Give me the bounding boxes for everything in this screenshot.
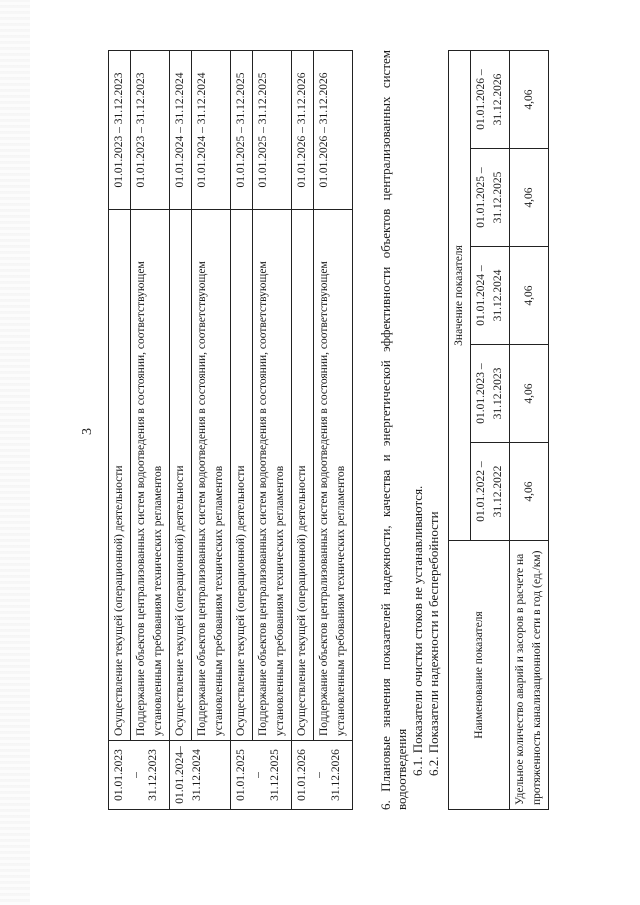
subsection-6-1: 6.1. Показатели очистки стоков не устанавливаются. [410, 485, 425, 776]
activity-cell: Поддержание объектов централизованных систем водоотведения в состоянии, соответствующем установленным требованиям технических регламентов [253, 210, 292, 741]
period-header: 01.01.2023 – 31.12.2023 [471, 345, 510, 443]
indicator-value: 4,06 [510, 149, 549, 247]
page-number: 3 [80, 428, 95, 435]
dates-cell: 01.01.2025 – 31.12.2025 [231, 51, 253, 210]
activity-cell: Поддержание объектов централизованных систем водоотведения в состоянии, соответствующем установленным требованиям технических регламентов [192, 210, 231, 741]
dates-cell: 01.01.2024 – 31.12.2024 [192, 51, 231, 210]
table-row [510, 51, 549, 810]
period-cell: 01.01.2024– 31.12.2024 [170, 741, 231, 810]
period-header: 01.01.2024 – 31.12.2024 [471, 247, 510, 345]
table-header-row [449, 51, 471, 810]
activity-cell: Осуществление текущей (операционной) деятельности [109, 210, 131, 741]
table-row [292, 51, 314, 810]
activity-cell: Осуществление текущей (операционной) деятельности [292, 210, 314, 741]
activity-cell: Осуществление текущей (операционной) деятельности [170, 210, 192, 741]
indicator-value: 4,06 [510, 443, 549, 541]
period-cell: 01.01.2023 – 31.12.2023 [109, 741, 170, 810]
indicator-value: 4,06 [510, 345, 549, 443]
table-row [231, 51, 253, 810]
table-row [314, 51, 353, 810]
dates-cell: 01.01.2023 – 31.12.2023 [109, 51, 131, 210]
activity-cell: Поддержание объектов централизованных систем водоотведения в состоянии, соответствующем установленным требованиям технических регламентов [314, 210, 353, 741]
table-row [192, 51, 231, 810]
dates-cell: 01.01.2026 – 31.12.2026 [292, 51, 314, 210]
table-row [170, 51, 192, 810]
table-row [131, 51, 170, 810]
indicator-value: 4,06 [510, 51, 549, 149]
dates-cell: 01.01.2024 – 31.12.2024 [170, 51, 192, 210]
dates-cell: 01.01.2025 – 31.12.2025 [253, 51, 292, 210]
period-cell: 01.01.2025 – 31.12.2025 [231, 741, 292, 810]
indicator-name: Удельное количество аварий и засоров в расчете на протяженность канализационной сети в год (ед./км) [510, 541, 549, 810]
indicator-value: 4,06 [510, 247, 549, 345]
period-header: 01.01.2022 – 31.12.2022 [471, 443, 510, 541]
dates-cell: 01.01.2023 – 31.12.2023 [131, 51, 170, 210]
period-cell: 01.01.2026 – 31.12.2026 [292, 741, 353, 810]
activity-cell: Осуществление текущей (операционной) деятельности [231, 210, 253, 741]
indicator-table [448, 50, 549, 810]
subsection-6-2: 6.2. Показатели надежности и бесперебойности [426, 511, 441, 776]
period-header: 01.01.2025 – 31.12.2025 [471, 149, 510, 247]
schedule-table [108, 50, 353, 810]
section-heading: 6. Плановые значения показателей надежности, качества и энергетической эффективности объектов централизованных систем водоотведения [378, 50, 409, 810]
table-row [109, 51, 131, 810]
name-header: Наименование показателя [449, 541, 510, 810]
section-6 [378, 50, 442, 810]
dates-cell: 01.01.2026 – 31.12.2026 [314, 51, 353, 210]
period-header: 01.01.2026 – 31.12.2026 [471, 51, 510, 149]
table-row [253, 51, 292, 810]
value-header: Значение показателя [449, 51, 471, 541]
activity-cell: Поддержание объектов централизованных систем водоотведения в состоянии, соответствующем установленным требованиям технических регламентов [131, 210, 170, 741]
